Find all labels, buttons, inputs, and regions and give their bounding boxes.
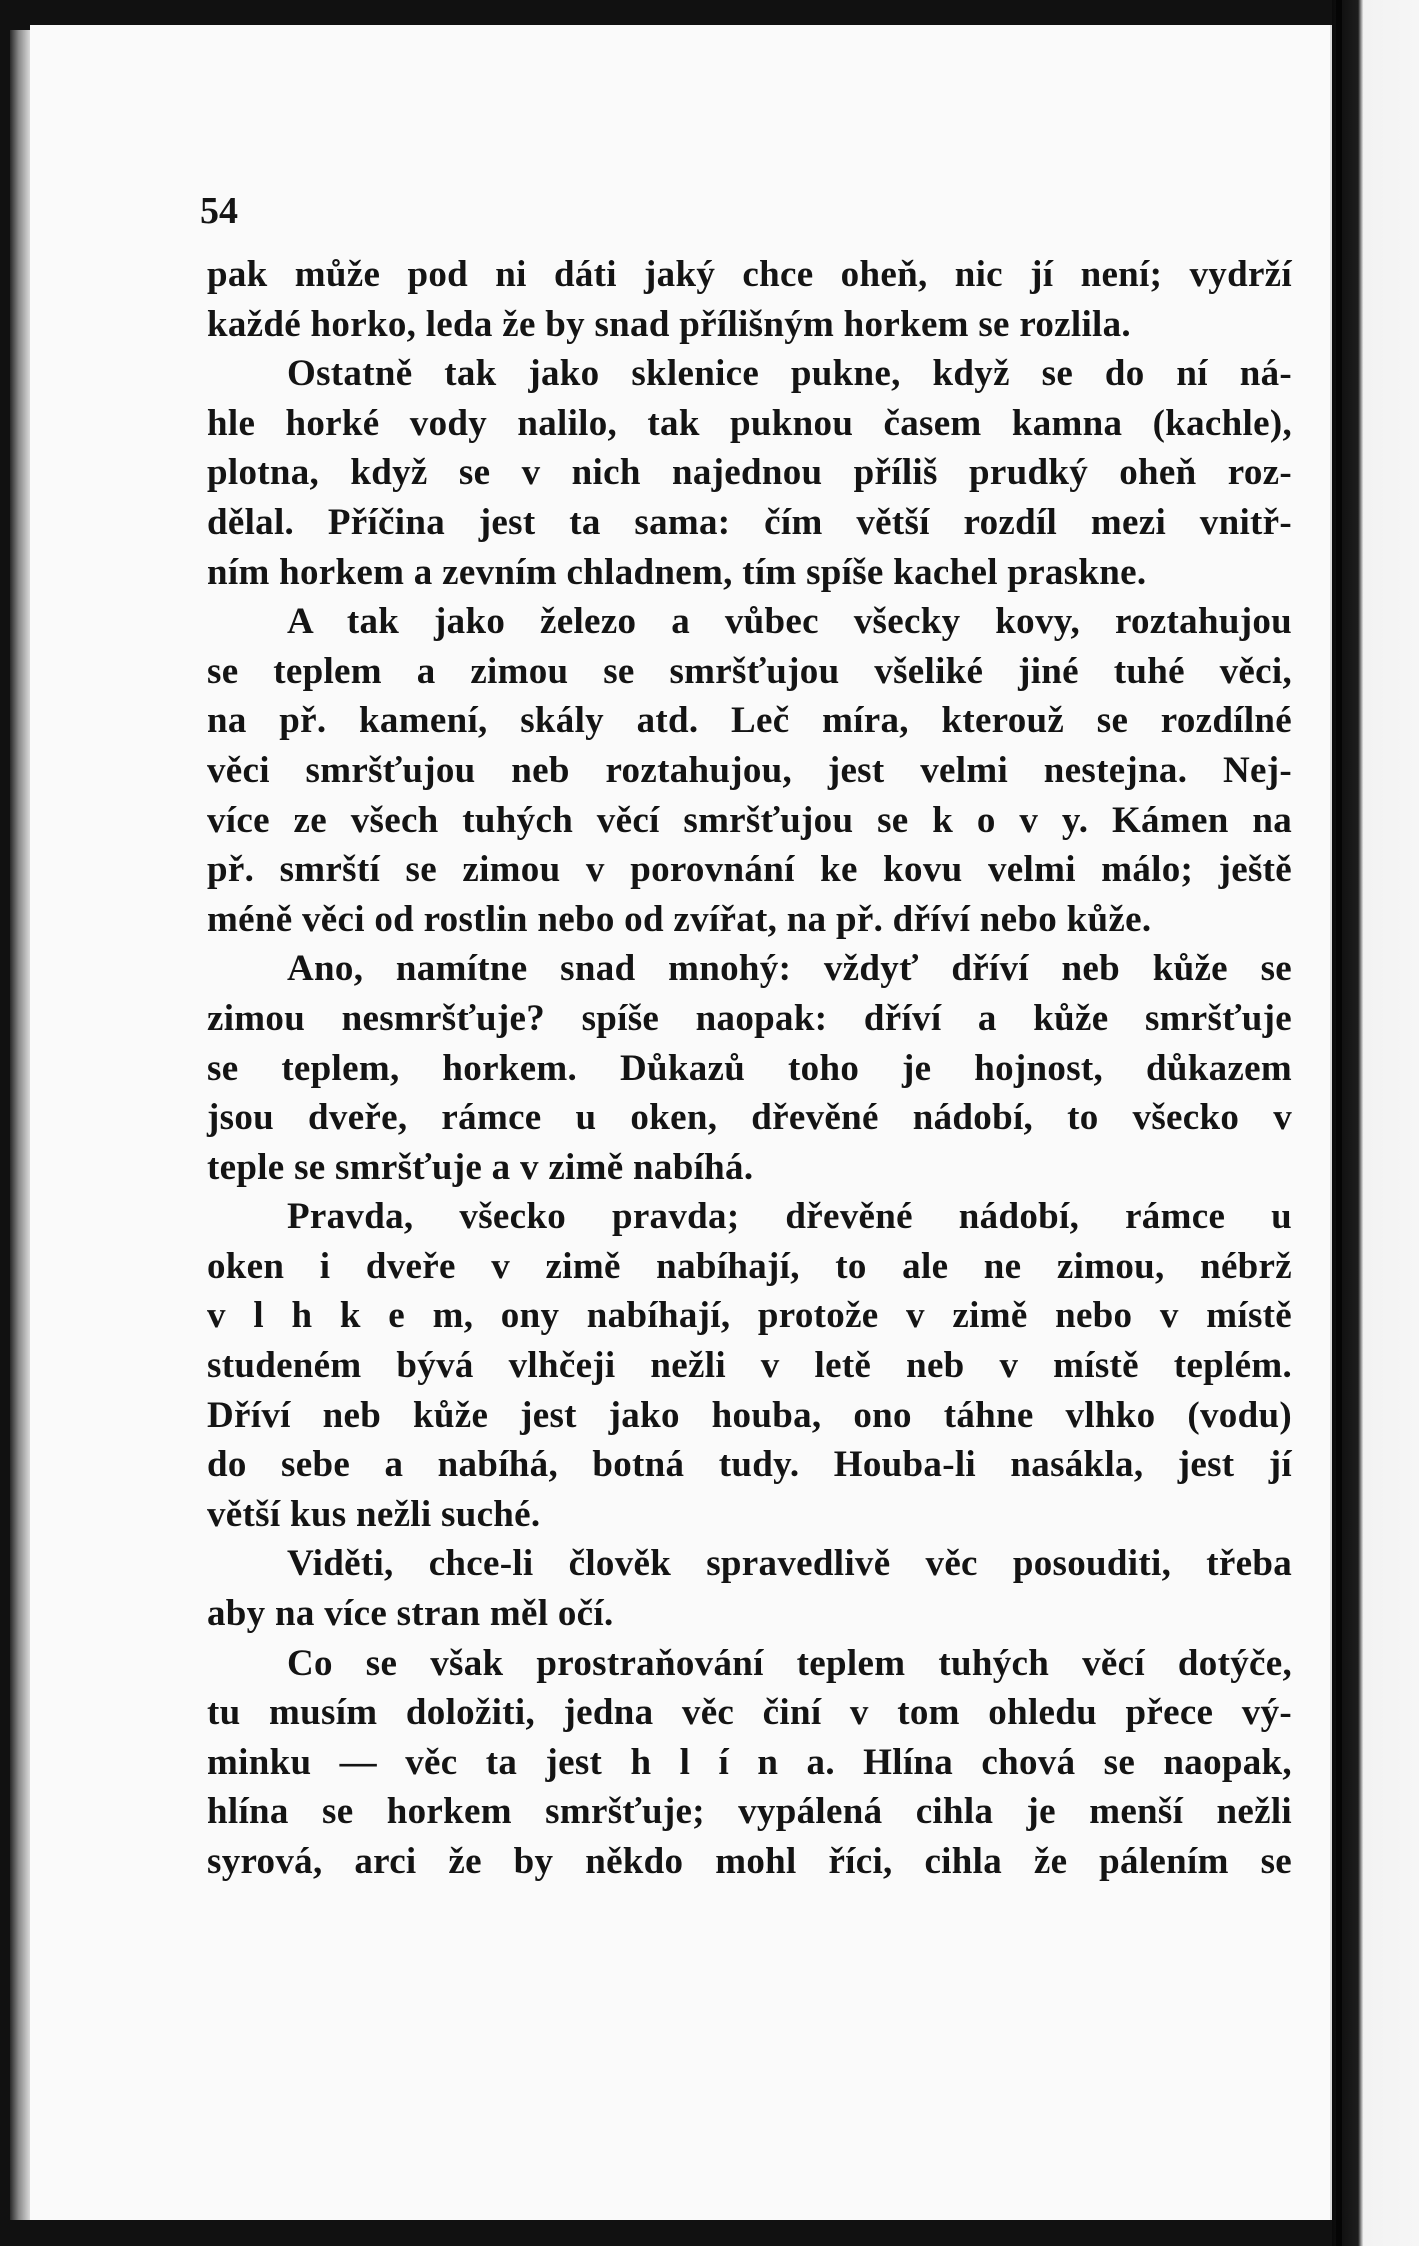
text-line: studeném bývá vlhčeji nežli v letě neb v místě teplém. [207, 1345, 1292, 1387]
text-line: př. smrští se zimou v porovnání ke kovu velmi málo; ještě [207, 849, 1292, 891]
text-line: každé horko, leda že by snad přílišným horkem se rozlila. [207, 303, 1131, 345]
text-line: se teplem a zimou se smršťujou všeliké jiné tuhé věci, [207, 650, 1292, 692]
book-gutter [1336, 0, 1342, 2246]
adjacent-page-edge [1332, 0, 1419, 2246]
text-line: hle horké vody nalilo, tak puknou časem kamna (kachle), [207, 402, 1292, 444]
text-line: Ano, namítne snad mnohý: vždyť dříví neb kůže se [287, 948, 1292, 990]
text-line: do sebe a nabíhá, botná tudy. Houba-li nasákla, jest jí [207, 1444, 1292, 1486]
text-line: na př. kamení, skály atd. Leč míra, kterouž se rozdílné [207, 700, 1292, 742]
text-line: Dříví neb kůže jest jako houba, ono táhne vlhko (vodu) [207, 1394, 1292, 1436]
text-line: oken i dveře v zimě nabíhají, to ale ne zimou, nébrž [207, 1245, 1292, 1287]
text-line: zimou nesmršťuje? spíše naopak: dříví a kůže smršťuje [207, 997, 1292, 1039]
text-line: A tak jako železo a vůbec všecky kovy, roztahujou [287, 601, 1292, 643]
text-line: věci smršťujou neb roztahujou, jest velmi nestejna. Nej- [207, 749, 1292, 791]
text-line: aby na více stran měl očí. [207, 1593, 614, 1635]
text-line: více ze všech tuhých věcí smršťujou se k o v y. Kámen na [207, 799, 1292, 841]
text-line: plotna, když se v nich najednou příliš prudký oheň roz- [207, 452, 1292, 494]
page-left-edge [10, 30, 32, 2220]
text-line: ním horkem a zevním chladnem, tím spíše kachel praskne. [207, 551, 1147, 593]
body-text [207, 250, 1292, 1887]
text-line: syrová, arci že by někdo mohl říci, cihla že pálením se [207, 1841, 1292, 1882]
text-line: Ostatně tak jako sklenice pukne, když se do ní ná- [287, 353, 1292, 395]
text-line: Co se však prostraňování teplem tuhých věcí dotýče, [287, 1642, 1292, 1684]
text-line: větší kus nežli suché. [207, 1493, 541, 1535]
text-line: Viděti, chce-li člověk spravedlivě věc posouditi, třeba [287, 1543, 1292, 1585]
text-line: pak může pod ni dáti jaký chce oheň, nic jí není; vydrží [207, 254, 1292, 295]
text-line: tu musím doložiti, jedna věc činí v tom ohledu přece vý- [207, 1692, 1292, 1734]
text-line: teple se smršťuje a v zimě nabíhá. [207, 1146, 754, 1188]
text-line: Pravda, všecko pravda; dřevěné nádobí, rámce u [287, 1196, 1292, 1238]
text-line: v l h k e m, ony nabíhají, protože v zimě nebo v místě [207, 1295, 1292, 1337]
text-line: méně věci od rostlin nebo od zvířat, na př. dříví nebo kůže. [207, 898, 1152, 940]
text-line: se teplem, horkem. Důkazů toho je hojnost, důkazem [207, 1047, 1292, 1089]
text-line: dělal. Příčina jest ta sama: čím větší rozdíl mezi vnitř- [207, 501, 1292, 543]
text-line: minku — věc ta jest h l í n a. Hlína chová se naopak, [207, 1741, 1292, 1783]
text-line: jsou dveře, rámce u oken, dřevěné nádobí, to všecko v [207, 1097, 1292, 1139]
page-number: 54 [200, 190, 238, 232]
text-line: hlína se horkem smršťuje; vypálená cihla je menší nežli [207, 1791, 1292, 1833]
